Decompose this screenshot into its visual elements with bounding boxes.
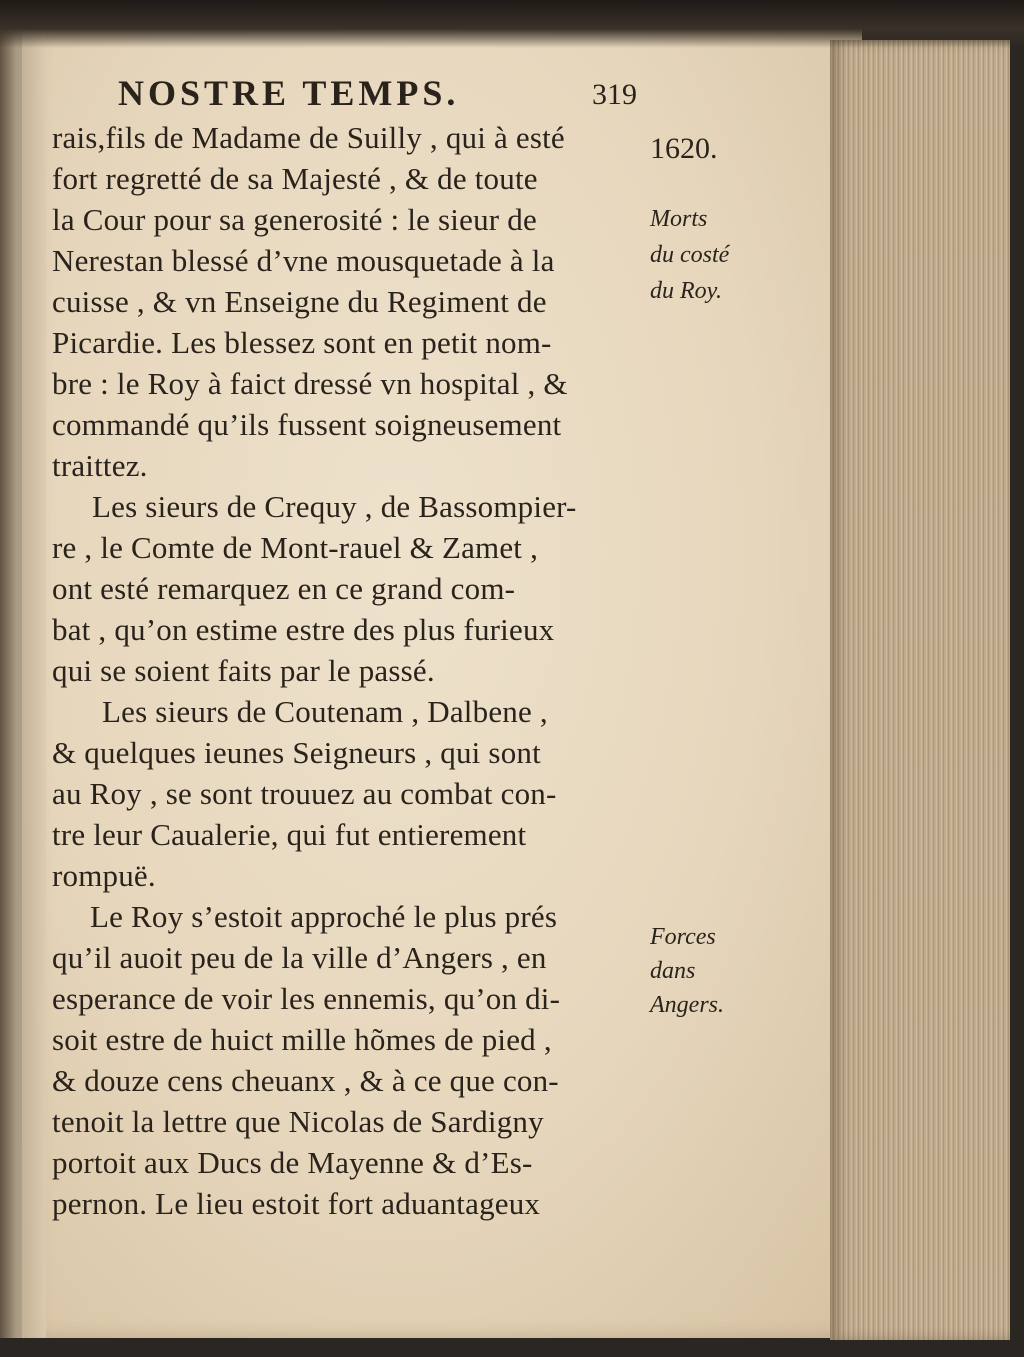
text-line: soit estre de huict mille hõmes de pied , xyxy=(52,1022,552,1057)
margin-note-line: du Roy. xyxy=(650,278,722,304)
text-line: qui se soient faits par le passé. xyxy=(52,653,435,688)
margin-note-line: Forces xyxy=(650,924,716,950)
margin-year: 1620. xyxy=(650,132,718,165)
text-line: fort regretté de sa Majesté , & de toute xyxy=(52,161,538,196)
page-edges xyxy=(830,40,1010,1340)
margin-note-line: Morts xyxy=(650,206,708,232)
text-line: Nerestan blessé d’vne mousquetade à la xyxy=(52,243,555,278)
text-line: Les sieurs de Coutenam , Dalbene , xyxy=(102,694,548,729)
text-line: rompuë. xyxy=(52,858,156,893)
margin-note-line: Angers. xyxy=(650,992,724,1018)
text-line: Picardie. Les blessez sont en petit nom- xyxy=(52,325,552,360)
page-number: 319 xyxy=(592,78,637,111)
text-line: re , le Comte de Mont-rauel & Zamet , xyxy=(52,530,539,565)
text-line: traittez. xyxy=(52,448,148,483)
text-line: tenoit la lettre que Nicolas de Sardigny xyxy=(52,1104,544,1139)
text-line: au Roy , se sont trouuez au combat con- xyxy=(52,776,557,811)
text-line: rais,fils de Madame de Suilly , qui à esté xyxy=(52,120,565,155)
text-line: portoit aux Ducs de Mayenne & d’Es- xyxy=(52,1145,533,1180)
text-line: pernon. Le lieu estoit fort aduantageux xyxy=(52,1186,541,1221)
book-gutter xyxy=(0,28,46,1338)
text-line: tre leur Caualerie, qui fut entierement xyxy=(52,817,527,852)
top-shadow xyxy=(0,0,1024,48)
text-line: Les sieurs de Crequy , de Bassompier- xyxy=(92,489,577,524)
text-line: & douze cens cheuanx , & à ce que con- xyxy=(52,1063,559,1098)
margin-note-line: dans xyxy=(650,958,696,984)
text-line: ont esté remarquez en ce grand com- xyxy=(52,571,516,606)
text-line: la Cour pour sa generosité : le sieur de xyxy=(52,202,537,237)
text-line: & quelques ieunes Seigneurs , qui sont xyxy=(52,735,541,770)
running-title: NOSTRE TEMPS. xyxy=(118,73,460,113)
text-line: Le Roy s’estoit approché le plus prés xyxy=(90,899,558,934)
text-line: qu’il auoit peu de la ville d’Angers , en xyxy=(52,940,547,975)
text-line: bre : le Roy à faict dressé vn hospital , & xyxy=(52,366,568,401)
text-line: cuisse , & vn Enseigne du Regiment de xyxy=(52,284,547,319)
text-line: commandé qu’ils fussent soigneusement xyxy=(52,407,562,442)
margin-note-line: du costé xyxy=(650,242,730,268)
text-line: esperance de voir les ennemis, qu’on di- xyxy=(52,981,561,1016)
text-line: bat , qu’on estime estre des plus furieux xyxy=(52,612,555,647)
